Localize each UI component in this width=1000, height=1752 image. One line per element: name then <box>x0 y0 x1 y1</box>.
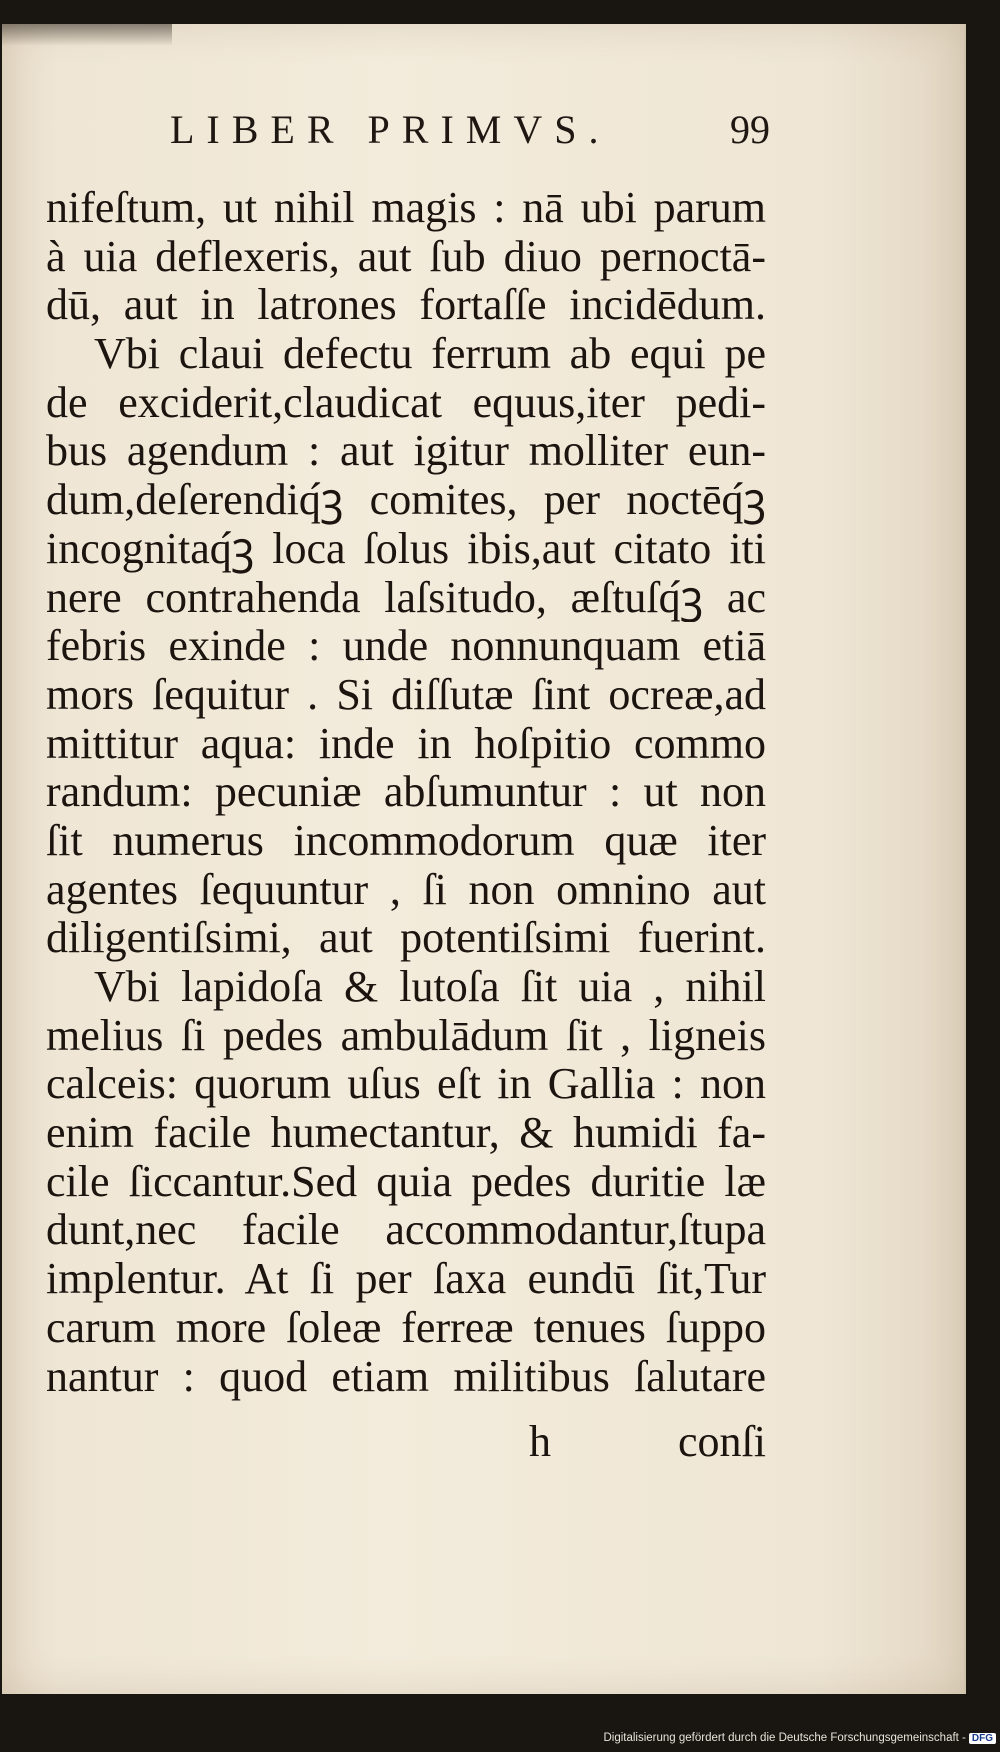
text-line: nere contrahenda laſsitudo, æſtuſq́ꝫ ac <box>46 573 766 622</box>
digitization-credit <box>603 1732 996 1744</box>
text-line: dū, aut in latrones fortaſſe incidēdum. <box>46 281 766 330</box>
body-text <box>46 184 766 1401</box>
signature-mark: h <box>529 1417 551 1466</box>
text-line: randum: pecuniæ abſumuntur : ut non <box>46 768 766 817</box>
text-line: agentes ſequuntur , ſi non omnino aut <box>46 865 766 914</box>
text-line: enim facile humectantur, & humidi fa- <box>46 1109 766 1158</box>
text-line: cile ſiccantur.Sed quia pedes duritie læ <box>46 1157 766 1206</box>
text-line: dum,deſerendiq́ꝫ comites, per noctēq́ꝫ <box>46 476 766 525</box>
text-line: bus agendum : aut igitur molliter eun- <box>46 427 766 476</box>
text-line: implentur. At ſi per ſaxa eundū ſit,Tur <box>46 1255 766 1304</box>
running-title: LIBER PRIMVS. <box>170 107 611 152</box>
catchword-line <box>46 1416 766 1466</box>
text-line: mittitur aqua: inde in hoſpitio commo <box>46 719 766 768</box>
text-line: febris exinde : unde nonnunquam etiā <box>46 622 766 671</box>
text-line: Vbi lapidoſa & lutoſa ſit uia , nihil <box>94 963 766 1011</box>
catchword: conſi <box>678 1417 766 1466</box>
text-line: melius ſi pedes ambulādum ſit , ligneis <box>46 1011 766 1060</box>
dfg-logo: DFG <box>969 1733 996 1744</box>
text-line: mors ſequitur . Si diſſutæ ſint ocreæ,ad <box>46 670 766 719</box>
text-line: diligentiſsimi, aut potentiſsimi fuerint. <box>46 914 766 963</box>
page-number: 99 <box>730 107 770 152</box>
text-line: calceis: quorum uſus eſt in Gallia : non <box>46 1060 766 1109</box>
text-line: dunt,nec facile accommodantur,ſtupa <box>46 1206 766 1255</box>
text-line: Vbi claui defectu ferrum ab equi pe <box>94 330 766 379</box>
text-line: ſit numerus incommodorum quæ iter <box>46 816 766 865</box>
text-line: à uia deflexeris, aut ſub diuo pernoctā- <box>46 232 766 281</box>
text-line: nantur : quod etiam militibus ſalutare <box>46 1352 766 1401</box>
credit-text: Digitalisierung gefördert durch die Deutsche Forschungsgemeinschaft - <box>603 1732 966 1744</box>
text-line: carum more ſoleæ ferreæ tenues ſuppo <box>46 1303 766 1352</box>
text-line: incognitaq́ꝫ loca ſolus ibis,aut citato iti <box>46 524 766 573</box>
text-line: de exciderit,claudicat equus,iter pedi- <box>46 378 766 427</box>
text-line: nifeſtum, ut nihil magis : nā ubi parum <box>46 184 766 232</box>
page-header <box>170 106 770 166</box>
book-page <box>2 24 966 1694</box>
